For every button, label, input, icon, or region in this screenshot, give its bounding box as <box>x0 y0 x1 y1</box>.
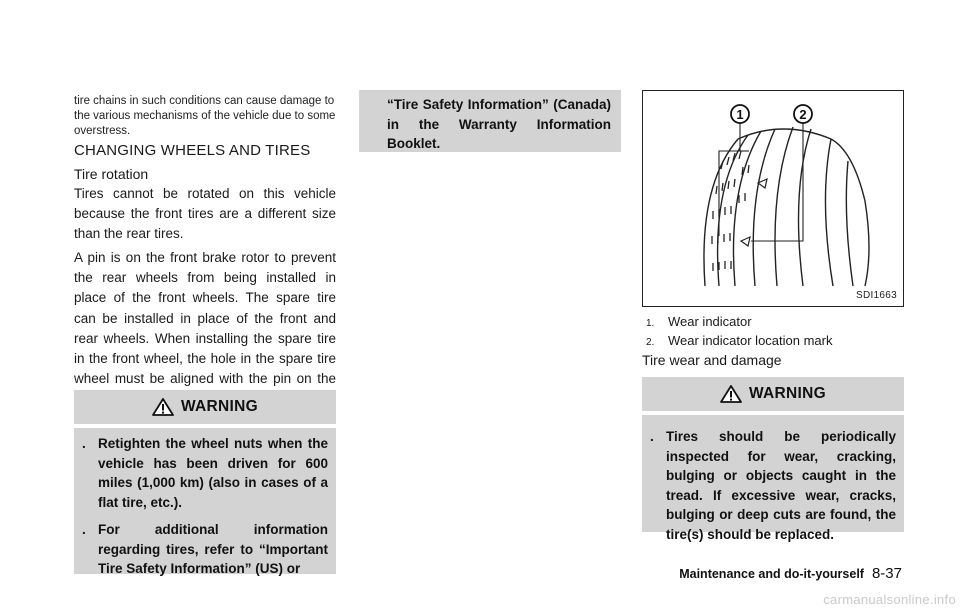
warning-continuation: “Tire Safety Information” (Canada) in the Warranty Information Booklet. <box>359 90 621 152</box>
warning-item-text: For additional information regarding tires, refer to “Important Tire Safety Information” (US) or <box>98 522 328 576</box>
page-footer <box>679 565 902 582</box>
callout-2-label: 2 <box>799 107 807 122</box>
intro-paragraph: tire chains in such conditions can cause damage to the various mechanisms of the vehicle due to some overstress. <box>74 95 336 137</box>
legend-item <box>646 332 904 351</box>
bullet: . <box>82 436 86 451</box>
callout-2 <box>794 105 812 123</box>
legend-item <box>646 313 904 332</box>
subsection-title-wear: Tire wear and damage <box>642 352 782 368</box>
warning-triangle-icon <box>152 398 174 416</box>
callout-1 <box>731 105 749 123</box>
tire-wear-figure <box>642 90 904 307</box>
footer-section: Maintenance and do-it-yourself <box>679 567 864 581</box>
warning-title-2: WARNING <box>748 385 826 402</box>
warning-box-1 <box>74 390 336 574</box>
warning-box-2 <box>642 377 904 542</box>
bullet: . <box>82 522 86 537</box>
rotation-paragraph-2: A pin is on the front brake rotor to prevent the rear wheels from being installed in place of the front wheels. The spare tire can be installed in place of the front and rear wheels. When installing the spare tire in the front wheel, the hole in the spare tire wheel must be aligned with the pin on the <box>74 250 336 387</box>
warning-item <box>82 434 328 512</box>
warning-content-1 <box>74 428 336 574</box>
watermark: carmanualsonline.info <box>823 592 956 607</box>
subsection-title-rotation: Tire rotation <box>74 166 149 182</box>
legend-number: 1. <box>646 318 655 329</box>
warning-header-2 <box>642 377 904 411</box>
warning-triangle-icon <box>720 385 742 403</box>
warning-item <box>650 427 896 544</box>
warning-item-text: Tires should be periodically inspected for wear, cracking, bulging or objects caught in the tread. If excessive wear, cracks, bulging or deep cuts are found, the tire(s) should be replaced. <box>666 429 896 542</box>
callout-1-label: 1 <box>736 107 744 122</box>
warning-content-2 <box>642 415 904 542</box>
legend-text: Wear indicator <box>668 314 752 329</box>
warning-item-text: Retighten the wheel nuts when the vehicle has been driven for 600 miles (1,000 km) (also in cases of a flat tire, etc.). <box>98 436 328 510</box>
tire-wear-indicator-illustration <box>643 91 903 306</box>
figure-legend <box>646 313 904 351</box>
warning-item <box>82 520 328 579</box>
rotation-paragraph-1: Tires cannot be rotated on this vehicle because the front tires are a different size than the rear tires. <box>74 186 336 242</box>
figure-code: SDI1663 <box>855 290 897 301</box>
section-title: CHANGING WHEELS AND TIRES <box>74 142 311 159</box>
page-number: 8-37 <box>871 565 902 582</box>
legend-text: Wear indicator location mark <box>668 333 833 348</box>
bullet: . <box>650 429 654 444</box>
warning-title-1: WARNING <box>180 398 258 415</box>
warning-header-1 <box>74 390 336 424</box>
legend-number: 2. <box>646 337 655 348</box>
